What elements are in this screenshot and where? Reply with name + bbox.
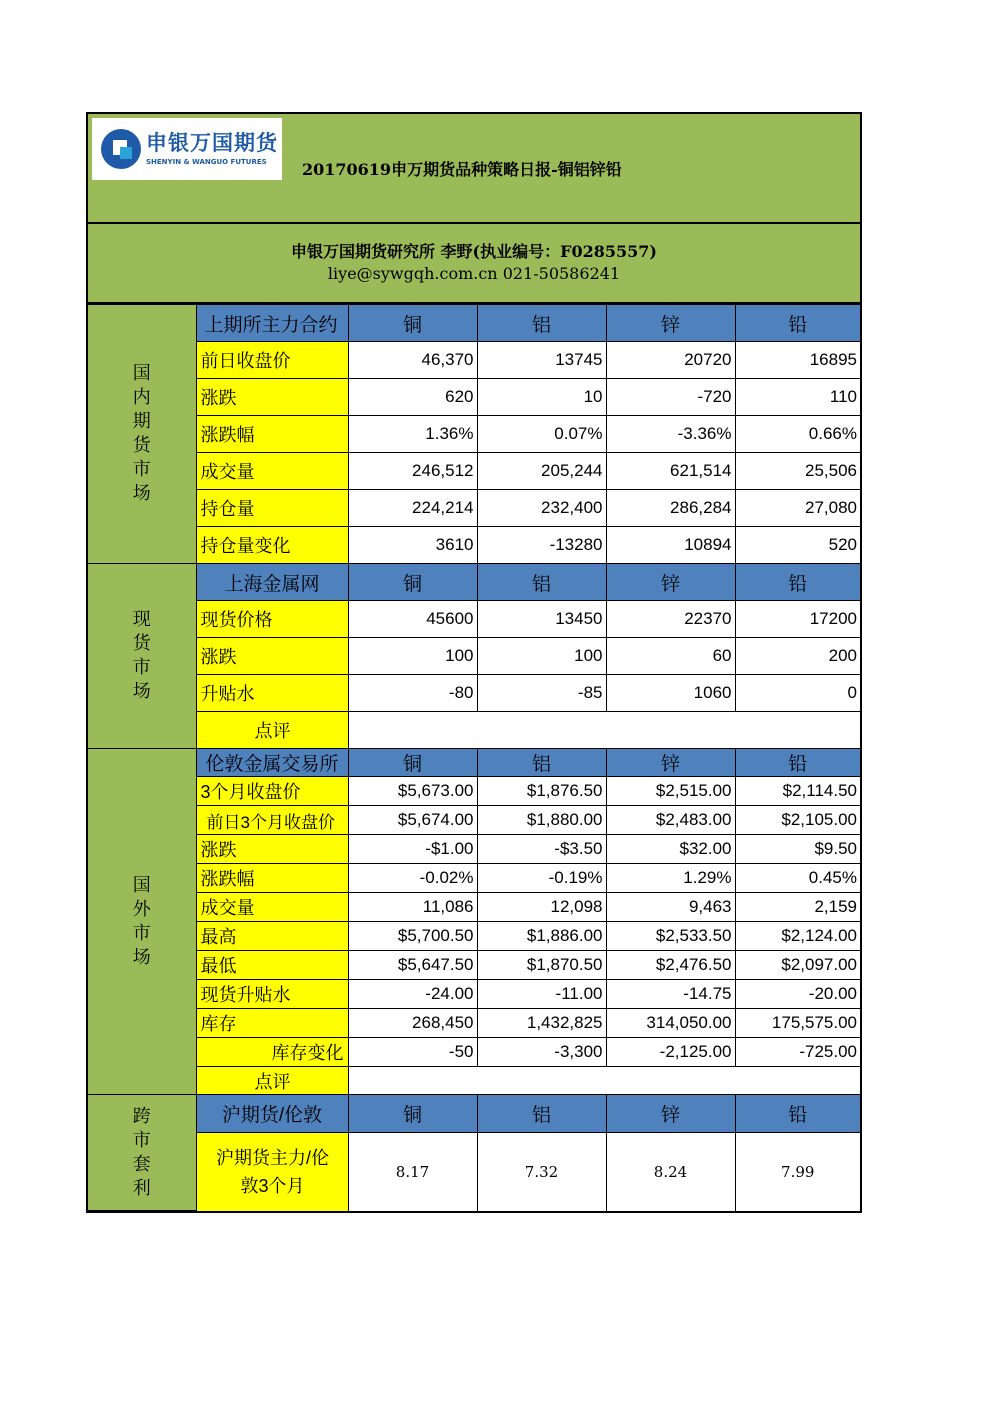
cell-value: $2,114.50	[735, 777, 860, 806]
cell-value: 1.29%	[606, 864, 735, 893]
section-foreign	[88, 749, 196, 1095]
comment-cell	[348, 712, 860, 749]
cell-value: 1,432,825	[477, 1009, 606, 1038]
cell-value: 100	[348, 638, 477, 675]
section-arbitrage	[88, 1095, 196, 1211]
cell-value: -80	[348, 675, 477, 712]
row-label: 涨跌	[196, 379, 348, 416]
metal-header: 锌	[606, 749, 735, 777]
cell-value: 286,284	[606, 490, 735, 527]
cell-value: $5,674.00	[348, 806, 477, 835]
lme-header: 伦敦金属交易所	[196, 749, 348, 777]
cell-value: 232,400	[477, 490, 606, 527]
cell-value: 27,080	[735, 490, 860, 527]
table-row	[88, 806, 860, 835]
cell-value: 10894	[606, 527, 735, 564]
report-title: 20170619申万期货品种策略日报-铜铝锌铅	[302, 160, 622, 179]
table-row	[88, 527, 860, 564]
metal-header: 铅	[735, 1095, 860, 1133]
spot-header-row	[88, 564, 860, 601]
table-row	[88, 712, 860, 749]
cell-value: -14.75	[606, 980, 735, 1009]
table-row	[88, 601, 860, 638]
metal-header: 铝	[477, 1095, 606, 1133]
cell-value: -0.19%	[477, 864, 606, 893]
cell-value: -2,125.00	[606, 1038, 735, 1067]
logo-chinese-name: 申银万国期货	[146, 131, 278, 155]
cell-value: -20.00	[735, 980, 860, 1009]
cell-value: 17200	[735, 601, 860, 638]
cell-value: 3610	[348, 527, 477, 564]
table-row	[88, 777, 860, 806]
cell-value: 268,450	[348, 1009, 477, 1038]
cell-value: 621,514	[606, 453, 735, 490]
author-contact-line: liye@sywgqh.com.cn 021-50586241	[327, 264, 621, 283]
arbitrage-header-row	[88, 1095, 860, 1133]
cell-value: 7.99	[735, 1133, 860, 1211]
cell-value: -725.00	[735, 1038, 860, 1067]
table-row	[88, 1038, 860, 1067]
cell-value: 46,370	[348, 342, 477, 379]
cell-value: 10	[477, 379, 606, 416]
cell-value: $2,105.00	[735, 806, 860, 835]
cell-value: $5,700.50	[348, 922, 477, 951]
row-label: 涨跌	[196, 638, 348, 675]
cell-value: 22370	[606, 601, 735, 638]
cell-value: $5,673.00	[348, 777, 477, 806]
logo-mark-icon	[100, 128, 142, 170]
cell-value: -0.02%	[348, 864, 477, 893]
cell-value: 8.24	[606, 1133, 735, 1211]
cell-value: 60	[606, 638, 735, 675]
cell-value: -13280	[477, 527, 606, 564]
row-label: 升贴水	[196, 675, 348, 712]
metal-header: 锌	[606, 305, 735, 342]
cell-value: 13745	[477, 342, 606, 379]
table-row	[88, 379, 860, 416]
cell-value: 11,086	[348, 893, 477, 922]
cell-value: -$3.50	[477, 835, 606, 864]
metal-header: 铅	[735, 564, 860, 601]
table-row	[88, 342, 860, 379]
section-domestic-label: 国内期货市场	[132, 363, 151, 504]
row-label: 持仓量	[196, 490, 348, 527]
report-header	[88, 114, 860, 224]
section-spot-label: 现货市场	[132, 609, 151, 702]
data-table	[88, 304, 860, 1211]
cell-value: $2,097.00	[735, 951, 860, 980]
cell-value: -3.36%	[606, 416, 735, 453]
cell-value: -$1.00	[348, 835, 477, 864]
cell-value: -3,300	[477, 1038, 606, 1067]
cell-value: 246,512	[348, 453, 477, 490]
cell-value: 0.45%	[735, 864, 860, 893]
row-label: 持仓量变化	[196, 527, 348, 564]
domestic-header-row	[88, 305, 860, 342]
cell-value: 224,214	[348, 490, 477, 527]
cell-value: 200	[735, 638, 860, 675]
cell-value: $2,476.50	[606, 951, 735, 980]
metal-header: 铝	[477, 749, 606, 777]
section-foreign-label: 国外市场	[132, 874, 151, 968]
cell-value: 8.17	[348, 1133, 477, 1211]
cell-value: -85	[477, 675, 606, 712]
section-spot	[88, 564, 196, 749]
section-domestic	[88, 305, 196, 564]
cell-value: 0.07%	[477, 416, 606, 453]
table-row	[88, 864, 860, 893]
table-row	[88, 1009, 860, 1038]
row-label: 最高	[196, 922, 348, 951]
cell-value: $1,880.00	[477, 806, 606, 835]
cell-value: 9,463	[606, 893, 735, 922]
cell-value: $1,870.50	[477, 951, 606, 980]
cell-value: $2,483.00	[606, 806, 735, 835]
metal-header: 铅	[735, 305, 860, 342]
table-row	[88, 951, 860, 980]
row-label: 库存	[196, 1009, 348, 1038]
cell-value: $2,124.00	[735, 922, 860, 951]
logo-english-name: SHENYIN & WANGUO FUTURES	[146, 158, 267, 166]
table-row	[88, 416, 860, 453]
row-label: 3个月收盘价	[196, 777, 348, 806]
comment-label: 点评	[196, 1067, 348, 1095]
table-row	[88, 835, 860, 864]
metal-header: 铜	[348, 1095, 477, 1133]
section-arbitrage-label: 跨市套利	[132, 1105, 151, 1199]
row-label: 涨跌	[196, 835, 348, 864]
row-label: 库存变化	[196, 1038, 348, 1067]
cell-value: 0.66%	[735, 416, 860, 453]
row-label: 涨跌幅	[196, 864, 348, 893]
row-label	[196, 1133, 348, 1211]
cell-value: 0	[735, 675, 860, 712]
author-name-line: 申银万国期货研究所 李野(执业编号：F0285557)	[290, 242, 657, 261]
metal-header: 铝	[477, 305, 606, 342]
cell-value: $5,647.50	[348, 951, 477, 980]
cell-value: $2,533.50	[606, 922, 735, 951]
cell-value: $1,886.00	[477, 922, 606, 951]
arbitrage-header: 沪期货/伦敦	[196, 1095, 348, 1133]
cell-value: -50	[348, 1038, 477, 1067]
cell-value: $1,876.50	[477, 777, 606, 806]
row-label: 成交量	[196, 453, 348, 490]
cell-value: 100	[477, 638, 606, 675]
cell-value: 1.36%	[348, 416, 477, 453]
table-row	[88, 490, 860, 527]
cell-value: 7.32	[477, 1133, 606, 1211]
cell-value: 25,506	[735, 453, 860, 490]
cell-value: 520	[735, 527, 860, 564]
cell-value: 175,575.00	[735, 1009, 860, 1038]
cell-value: 205,244	[477, 453, 606, 490]
table-row	[88, 1067, 860, 1095]
cell-value: 620	[348, 379, 477, 416]
cell-value: 110	[735, 379, 860, 416]
metal-header: 铜	[348, 749, 477, 777]
table-row	[88, 1133, 860, 1211]
cell-value: 20720	[606, 342, 735, 379]
table-row	[88, 453, 860, 490]
cell-value: $2,515.00	[606, 777, 735, 806]
row-label: 最低	[196, 951, 348, 980]
row-label: 成交量	[196, 893, 348, 922]
row-label: 现货升贴水	[196, 980, 348, 1009]
foreign-header-row	[88, 749, 860, 777]
cell-value: 45600	[348, 601, 477, 638]
author-info	[88, 224, 860, 304]
domestic-exchange-header: 上期所主力合约	[196, 305, 348, 342]
table-row	[88, 675, 860, 712]
spot-source-header: 上海金属网	[196, 564, 348, 601]
metal-header: 铝	[477, 564, 606, 601]
metal-header: 铅	[735, 749, 860, 777]
cell-value: -11.00	[477, 980, 606, 1009]
cell-value: 16895	[735, 342, 860, 379]
comment-label: 点评	[196, 712, 348, 749]
table-row	[88, 893, 860, 922]
metal-header: 锌	[606, 564, 735, 601]
arbitrage-ratio-label: 沪期货主力/伦敦3个月	[215, 1147, 329, 1196]
cell-value: 12,098	[477, 893, 606, 922]
row-label: 前日3个月收盘价	[196, 806, 348, 835]
cell-value: 13450	[477, 601, 606, 638]
metal-header: 锌	[606, 1095, 735, 1133]
comment-cell	[348, 1067, 860, 1095]
report-sheet	[86, 112, 862, 1213]
row-label: 前日收盘价	[196, 342, 348, 379]
cell-value: 1060	[606, 675, 735, 712]
table-row	[88, 922, 860, 951]
company-logo	[92, 118, 282, 180]
cell-value: -720	[606, 379, 735, 416]
cell-value: $32.00	[606, 835, 735, 864]
metal-header: 铜	[348, 305, 477, 342]
row-label: 涨跌幅	[196, 416, 348, 453]
cell-value: 2,159	[735, 893, 860, 922]
table-row	[88, 980, 860, 1009]
cell-value: 314,050.00	[606, 1009, 735, 1038]
cell-value: $9.50	[735, 835, 860, 864]
cell-value: -24.00	[348, 980, 477, 1009]
row-label: 现货价格	[196, 601, 348, 638]
metal-header: 铜	[348, 564, 477, 601]
table-row	[88, 638, 860, 675]
